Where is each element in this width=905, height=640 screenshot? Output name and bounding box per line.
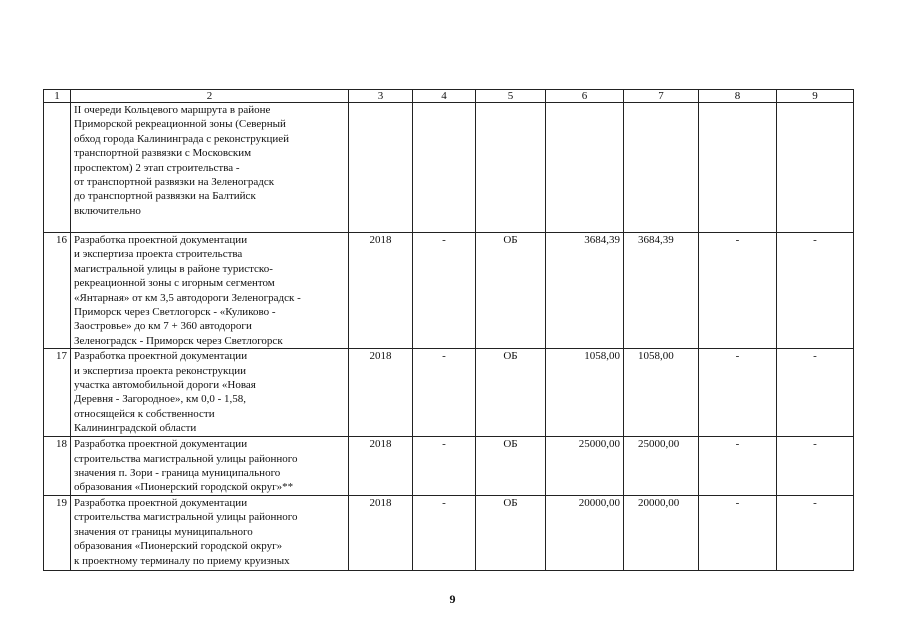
header-cell-1: 1 [44, 90, 71, 103]
description-line: Калининградской области [74, 422, 197, 435]
description-line: значения п. Зори - граница муниципального [74, 467, 281, 480]
cell-amount-total: 25000,00 [546, 437, 624, 496]
description-line: участка автомобильной дороги «Новая [74, 379, 256, 392]
cell-column-4 [413, 103, 476, 233]
table-row [44, 437, 854, 496]
description-line: Разработка проектной документации [74, 350, 248, 363]
cell-work-description [71, 495, 349, 570]
cell-column-8: - [699, 437, 777, 496]
cell-column-8 [699, 103, 777, 233]
header-cell-3: 3 [349, 90, 413, 103]
cell-year [349, 103, 413, 233]
header-cell-5: 5 [476, 90, 546, 103]
cell-work-description [71, 349, 349, 437]
description-line: до транспортной развязки на Балтийск [74, 190, 256, 203]
table-header-row [44, 90, 854, 103]
cell-year: 2018 [349, 495, 413, 570]
cell-funding-source: ОБ [476, 437, 546, 496]
table-row [44, 349, 854, 437]
cell-column-8: - [699, 233, 777, 349]
cell-column-9: - [777, 437, 854, 496]
description-line: Деревня - Загородное», км 0,0 - 1,58, [74, 393, 246, 406]
cell-column-4: - [413, 349, 476, 437]
cell-column-9: - [777, 349, 854, 437]
header-cell-7: 7 [624, 90, 699, 103]
cell-column-8: - [699, 349, 777, 437]
cell-funding-source: ОБ [476, 495, 546, 570]
cell-column-9 [777, 103, 854, 233]
description-line: обход города Калининграда с реконструкцией [74, 132, 290, 145]
cell-year: 2018 [349, 233, 413, 349]
header-cell-2: 2 [71, 90, 349, 103]
cell-year: 2018 [349, 349, 413, 437]
cell-column-9: - [777, 495, 854, 570]
description-line: II очереди Кольцевого маршрута в районе [74, 104, 271, 116]
cell-work-description [71, 437, 349, 496]
description-line: строительства магистральной улицы районного [74, 452, 298, 465]
cell-amount-total: 1058,00 [546, 349, 624, 437]
description-line: Разработка проектной документации [74, 234, 248, 246]
cell-column-9: - [777, 233, 854, 349]
cell-row-number: 18 [44, 437, 71, 496]
cell-column-4: - [413, 495, 476, 570]
description-line: к проектному терминалу по приему круизных [74, 554, 290, 567]
cell-row-number: 19 [44, 495, 71, 570]
header-cell-4: 4 [413, 90, 476, 103]
cell-funding-source: ОБ [476, 233, 546, 349]
header-cell-8: 8 [699, 90, 777, 103]
cell-amount-col7 [624, 103, 699, 233]
cell-amount-col7: 20000,00 [624, 495, 699, 570]
cell-amount-col7: 3684,39 [624, 233, 699, 349]
description-line: образования «Пионерский городской округ»** [74, 481, 294, 494]
cell-amount-total: 20000,00 [546, 495, 624, 570]
cell-row-number [44, 103, 71, 233]
description-line: Приморск через Светлогорск - «Куликово - [74, 306, 276, 319]
cell-column-8: - [699, 495, 777, 570]
description-line: и экспертиза проекта строительства [74, 248, 243, 261]
cell-amount-total: 3684,39 [546, 233, 624, 349]
program-table [43, 89, 854, 571]
description-line: проспектом) 2 этап строительства - [74, 161, 240, 174]
description-line: и экспертиза проекта реконструкции [74, 364, 247, 377]
page-number: 9 [449, 592, 456, 606]
cell-work-description [71, 103, 349, 233]
description-line: Зеленоградск - Приморск через Светлогорск [74, 334, 283, 347]
description-line: Разработка проектной документации [74, 496, 248, 509]
cell-amount-col7: 1058,00 [624, 349, 699, 437]
cell-row-number: 16 [44, 233, 71, 349]
description-line: Разработка проектной документации [74, 438, 248, 451]
table-row [44, 495, 854, 570]
cell-column-4: - [413, 437, 476, 496]
description-line: относящейся к собственности [74, 407, 215, 420]
description-line: от транспортной развязки на Зеленоградск [74, 176, 275, 189]
description-line: значения от границы муниципального [74, 525, 253, 538]
table-row [44, 233, 854, 349]
table-body [44, 90, 854, 571]
description-line: Заостровье» до км 7 + 360 автодороги [74, 320, 252, 333]
description-line: рекреационной зоны с игорным сегментом [74, 277, 275, 290]
description-line: транспортной развязки с Московским [74, 147, 252, 160]
cell-amount-total [546, 103, 624, 233]
cell-work-description [71, 233, 349, 349]
cell-funding-source [476, 103, 546, 233]
description-line: «Янтарная» от км 3,5 автодороги Зеленоградск - [74, 291, 301, 304]
header-cell-6: 6 [546, 90, 624, 103]
cell-row-number: 17 [44, 349, 71, 437]
cell-amount-col7: 25000,00 [624, 437, 699, 496]
description-line: магистральной улицы в районе туристско- [74, 262, 273, 275]
description-line: Приморской рекреационной зоны (Северный [74, 118, 286, 131]
header-cell-9: 9 [777, 90, 854, 103]
description-line: образования «Пионерский городской округ» [74, 540, 283, 553]
table-row [44, 103, 854, 233]
cell-funding-source: ОБ [476, 349, 546, 437]
description-line: строительства магистральной улицы районного [74, 511, 298, 524]
cell-year: 2018 [349, 437, 413, 496]
cell-column-4: - [413, 233, 476, 349]
description-line: включительно [74, 204, 141, 217]
